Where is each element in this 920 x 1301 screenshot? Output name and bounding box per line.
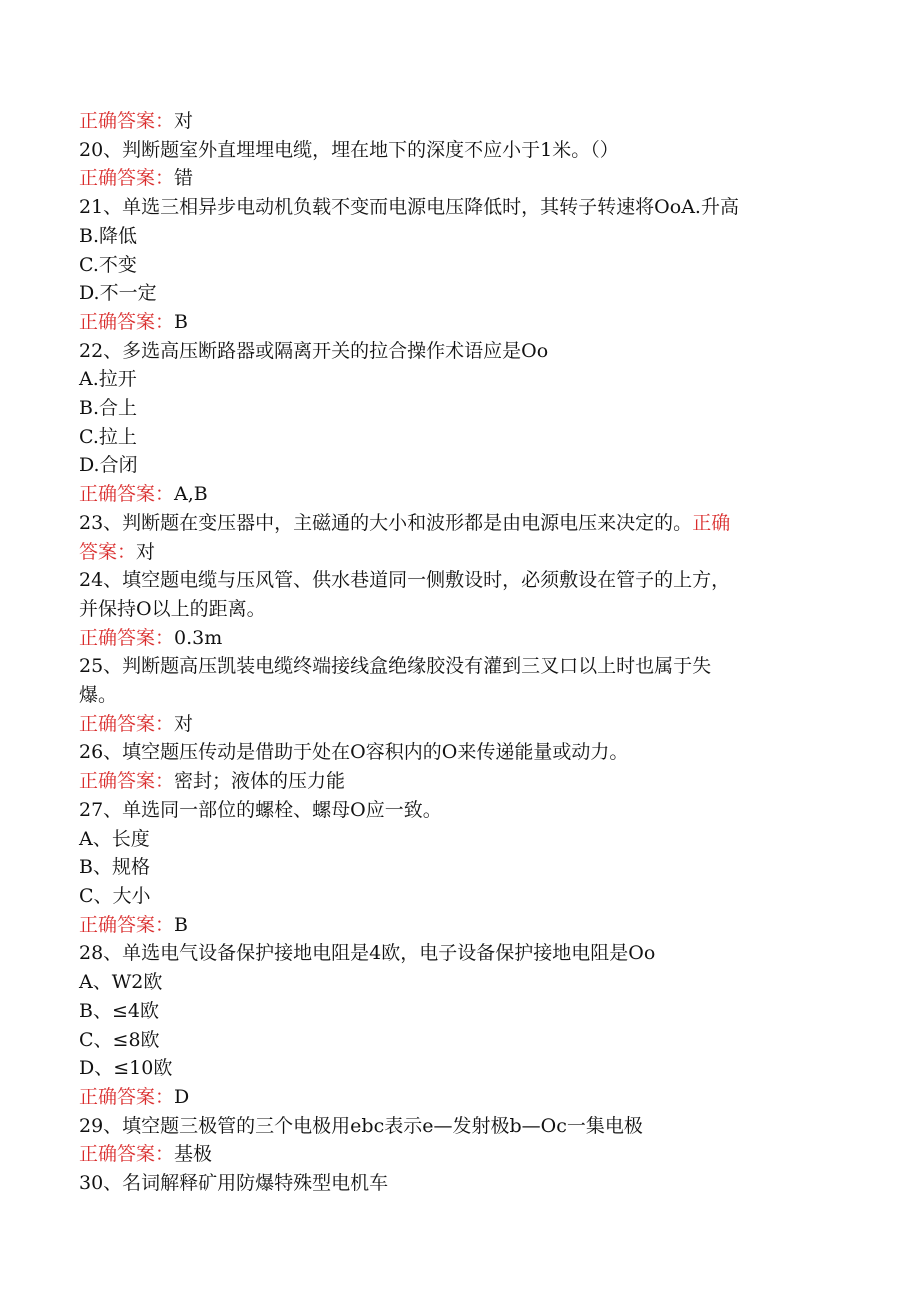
option-27-b: B、规格 (79, 856, 150, 879)
question-27: 27、单选同一部位的螺栓、螺母O应一致。 (79, 798, 442, 821)
answer-value: A,B (174, 483, 208, 506)
question-25-line-1: 25、判断题高压凯装电缆终端接线盒绝缘胶没有灌到三叉口以上时也属于失 (79, 655, 712, 678)
answer-line-23 (79, 538, 839, 567)
option-21-c: C.不变 (79, 253, 137, 276)
question-24-line-2: 并保持O以上的距离。 (79, 597, 266, 620)
answer-value: 错 (174, 167, 194, 190)
answer-value: 对 (174, 712, 194, 735)
option-22-b: B.合上 (79, 397, 138, 420)
answer-label-tail: 答案： (79, 540, 137, 563)
option-28-b: B、≤4欧 (79, 999, 159, 1022)
question-28: 28、单选电气设备保护接地电阻是4欧，电子设备保护接地电阻是Oo (79, 942, 656, 965)
option-22-a: A.拉开 (79, 368, 137, 391)
answer-label: 正确答案： (79, 1143, 175, 1166)
answer-value: 对 (174, 110, 194, 132)
option-28-c: C、≤8欧 (79, 1028, 160, 1051)
answer-label: 正确答案： (79, 712, 175, 735)
answer-value: 基极 (174, 1143, 213, 1166)
answer-value: D (174, 1085, 190, 1108)
answer-label-head: 正确 (692, 511, 731, 534)
answer-value: 对 (136, 540, 156, 563)
question-26: 26、填空题压传动是借助于处在O容积内的O来传递能量或动力。 (79, 741, 629, 764)
answer-line-22 (79, 480, 839, 509)
option-22-c: C.拉上 (79, 425, 137, 448)
option-27-c: C、大小 (79, 884, 151, 907)
answer-value: 0.3m (174, 626, 223, 649)
question-29: 29、填空题三极管的三个电极用ebc表示e—发射极b—Oc一集电极 (79, 1114, 643, 1137)
option-22-d: D.合闭 (79, 454, 138, 477)
answer-line-26 (79, 767, 839, 796)
answer-value: B (174, 913, 188, 936)
question-text: 23、判断题在变压器中，主磁通的大小和波形都是由电源电压来决定的。 (79, 511, 693, 534)
question-21: 21、单选三相异步电动机负载不变而电源电压降低时，其转子转速将OoA.升高 (79, 196, 739, 219)
option-28-d: D、≤10欧 (79, 1057, 173, 1080)
answer-line-25 (79, 710, 839, 739)
option-27-a: A、长度 (79, 827, 150, 850)
answer-label: 正确答案： (79, 310, 175, 333)
answer-line-19 (79, 107, 839, 136)
answer-value: 密封；液体的压力能 (174, 770, 346, 793)
question-list (79, 107, 839, 1198)
question-24-line-1: 24、填空题电缆与压风管、供水巷道同一侧敷设时，必须敷设在管子的上方， (79, 569, 731, 592)
question-23 (79, 509, 839, 538)
answer-line-21 (79, 308, 839, 337)
answer-line-20 (79, 164, 839, 193)
answer-line-24 (79, 624, 839, 653)
answer-label: 正确答案： (79, 167, 175, 190)
question-30: 30、名词解释矿用防爆特殊型电机车 (79, 1172, 389, 1195)
answer-line-27 (79, 911, 839, 940)
answer-label: 正确答案： (79, 770, 175, 793)
question-20: 20、判断题室外直埋埋电缆，埋在地下的深度不应小于1米。（） (79, 138, 619, 161)
answer-label: 正确答案： (79, 110, 175, 132)
question-22: 22、多选高压断路器或隔离开关的拉合操作术语应是Oo (79, 339, 549, 362)
option-21-b: B.降低 (79, 224, 138, 247)
answer-line-28 (79, 1083, 839, 1112)
question-25-line-2: 爆。 (79, 684, 118, 707)
option-21-d: D.不一定 (79, 282, 157, 305)
answer-label: 正确答案： (79, 626, 175, 649)
answer-line-29 (79, 1140, 839, 1169)
answer-label: 正确答案： (79, 1085, 175, 1108)
answer-label: 正确答案： (79, 483, 175, 506)
answer-label: 正确答案： (79, 913, 175, 936)
option-28-a: A、W2欧 (79, 971, 163, 994)
answer-value: B (174, 310, 188, 333)
